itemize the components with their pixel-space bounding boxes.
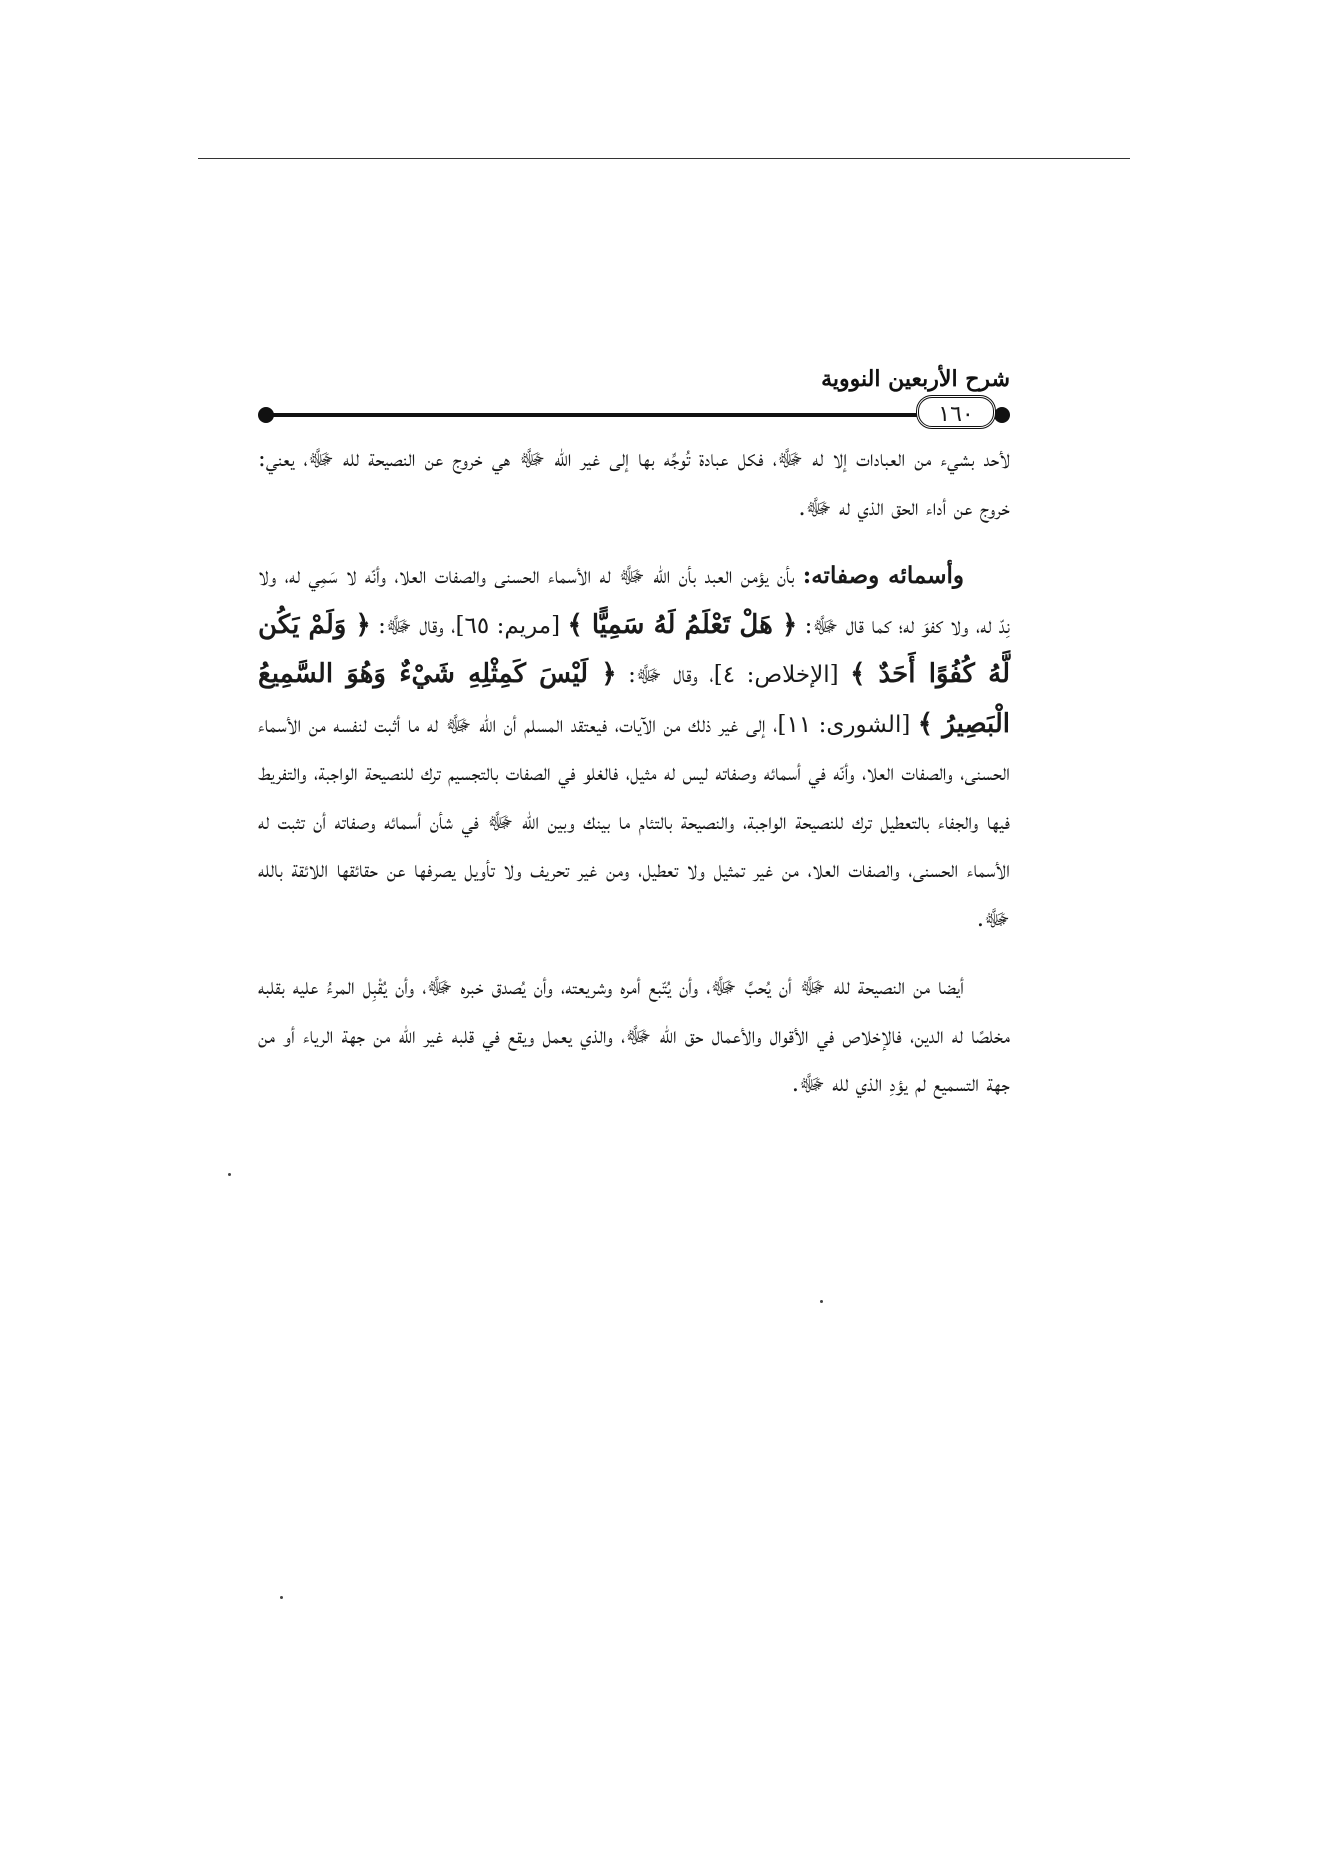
scan-speck <box>820 1300 823 1303</box>
quran-verse-2: ﴿ وَلَمْ يَكُن لَّهُ كُفُوًا أَحَدٌ ﴾ <box>258 609 1010 689</box>
paragraph-2-text-a: بأن يؤمن العبد بأن الله ﷻ له الأسماء الحسنى والصفات العلا، وأنّه لا سَمِي له، ولا نِدّ له، ولا كفوَ له؛ كما قال ﷻ: <box>258 563 1010 639</box>
paragraph-2-text-c: [الإخلاص: ٤]، وقال ﷻ: <box>616 662 851 688</box>
paragraph-2-text-b: [مريم: ٦٥]، وقال ﷻ: <box>370 612 568 639</box>
paragraph-3-text: أيضا من النصيحة لله ﷻ أن يُحبَّ ﷻ، وأن يُتّبع أمره وشريعته، وأن يُصدق خبره ﷻ، وأن يُقْبِل المرءُ عليه بقلبه مخلصًا له الدين، فالإخلاص في الأقوال والأعمال حق الله ﷻ، والذي يعمل ويقع في قلبه غير الله من جهة الرياء أو من جهة التسميع لم يؤدِ الذي لله ﷻ. <box>258 974 1010 1097</box>
scan-speck <box>280 1596 283 1599</box>
page-header <box>258 358 1010 428</box>
scan-speck <box>228 1173 231 1176</box>
quran-verse-1: ﴿ هَلْ تَعْلَمُ لَهُ سَمِيًّا ﴾ <box>567 609 798 640</box>
page-number: ١٦٠ <box>916 395 996 429</box>
paragraph-3 <box>258 963 1010 1109</box>
rule-end-dot-left <box>258 407 274 423</box>
header-rule <box>264 413 924 417</box>
paragraph-2 <box>258 552 1010 943</box>
rule-end-dot-right <box>994 407 1010 423</box>
top-rule <box>198 158 1130 159</box>
paragraph-2-text-d: [الشورى: ١١]، إلى غير ذلك من الآيات، فيعتقد المسلم أن الله ﷻ له ما أثبت لنفسه من الأسماء الحسنى، والصفات العلا، وأنّه في أسمائه وصفاته ليس له مثيل، فالغلو في الصفات بالتجسيم ترك للنصيحة الواجبة، والتفريط فيها والجفاء بالتعطيل ترك للنصيحة الواجبة، والنصيحة بالتئام ما بينك وبين الله ﷻ في شأن أسمائه وصفاته أن تثبت له الأسماء الحسنى، والصفات العلا، من غير تمثيل ولا تعطيل، ومن غير تحريف ولا تأويل يصرفها عن حقائقها اللائقة بالله ﷻ. <box>258 711 1010 932</box>
quran-verse-3: ﴿ لَيْسَ كَمِثْلِهِ شَيْءٌ وَهُوَ السَّمِيعُ الْبَصِيرُ ﴾ <box>258 659 1010 739</box>
page-body <box>258 435 1010 1129</box>
paragraph-1: لأحد بشيء من العبادات إلا له ﷻ، فكل عبادة تُوجِّه بها إلى غير الله ﷻ هي خروج عن النصيحة لله ﷻ، يعني: خروج عن أداء الحق الذي له ﷻ. <box>258 446 1010 521</box>
paragraph-2-lead: وأسمائه وصفاته: <box>802 562 964 589</box>
book-title: شرح الأربعين النووية <box>821 366 1010 392</box>
